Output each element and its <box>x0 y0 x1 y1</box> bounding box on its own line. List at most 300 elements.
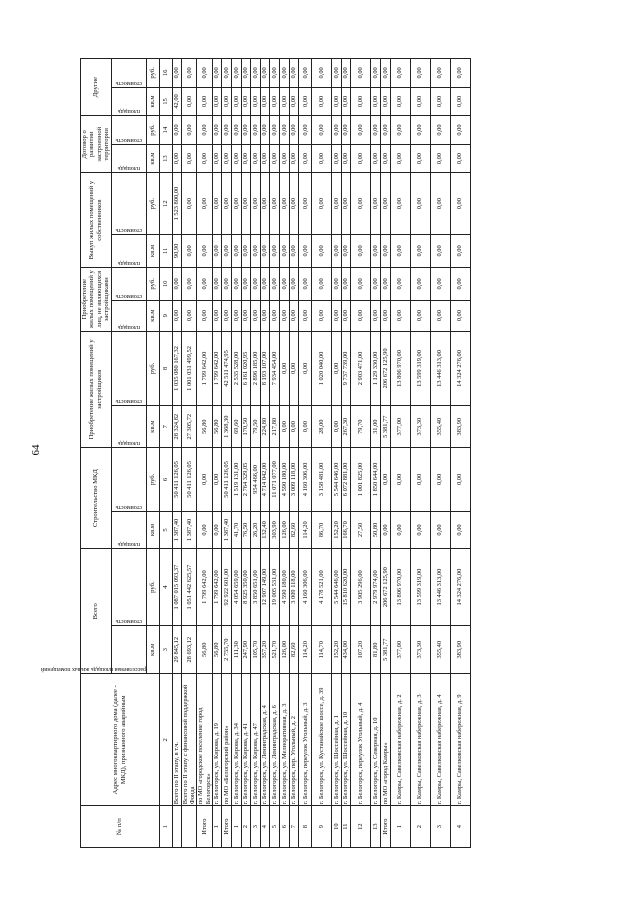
value-cell: 0,00 <box>231 87 241 116</box>
sub-header-cell <box>111 115 146 144</box>
value-cell: 4 054 659,00 <box>231 548 241 625</box>
sub-header-label: стоимость <box>115 503 142 510</box>
value-cell: 1 001 825,00 <box>351 447 371 511</box>
table-row <box>241 58 251 847</box>
value-cell: 13 806 970,00 <box>390 331 410 406</box>
table-row <box>172 58 182 847</box>
value-cell: 0,00 <box>197 511 212 548</box>
unit-cell: руб. <box>146 58 159 87</box>
value-cell: 0,00 <box>299 87 312 116</box>
value-cell: 0,00 <box>430 115 450 144</box>
value-cell: 0,00 <box>231 172 241 234</box>
value-cell: 0,00 <box>251 144 261 173</box>
value-cell: 0,00 <box>410 172 430 234</box>
value-cell: 0,00 <box>279 405 289 447</box>
value-cell: 4 590 180,00 <box>279 548 289 625</box>
value-cell: 0,00 <box>390 511 410 548</box>
value-cell: 107,20 <box>351 625 371 673</box>
value-cell: 0,00 <box>212 234 222 267</box>
value-cell: 0,00 <box>312 144 332 173</box>
sub-header-cell <box>111 58 146 87</box>
value-cell: 383,90 <box>450 625 470 673</box>
value-cell: 0,00 <box>241 144 251 173</box>
value-cell: 0,00 <box>380 447 390 511</box>
sub-header-cell <box>111 300 146 331</box>
table-row <box>380 58 390 847</box>
unit-cell: кв.м <box>146 511 159 548</box>
value-cell: 0,00 <box>241 87 251 116</box>
sub-header-label: площадь <box>117 540 140 547</box>
value-cell: 0,00 <box>332 87 342 116</box>
value-cell: 0,00 <box>279 300 289 331</box>
value-cell: 0,00 <box>299 172 312 234</box>
value-cell: 1 387,40 <box>182 511 197 548</box>
value-cell: 0,00 <box>241 234 251 267</box>
value-cell: 0,00 <box>450 115 470 144</box>
value-cell: 0,00 <box>312 172 332 234</box>
value-cell: 90,90 <box>172 234 182 267</box>
table-row <box>351 58 371 847</box>
value-cell: 0,00 <box>299 115 312 144</box>
value-cell: 0,00 <box>289 58 299 87</box>
value-cell: 41,70 <box>231 511 241 548</box>
table-row <box>197 58 212 847</box>
value-cell: 0,00 <box>312 58 332 87</box>
value-cell: 1 368,30 <box>222 405 232 447</box>
value-cell: 954 466,00 <box>251 447 261 511</box>
value-cell: 0,00 <box>289 115 299 144</box>
sub-header-cell <box>111 405 146 447</box>
table-body <box>172 58 470 847</box>
address-cell: по МО «городское поселение город Белогорск» <box>197 673 212 805</box>
table-row <box>299 58 312 847</box>
value-cell: 0,00 <box>410 58 430 87</box>
value-cell: 114,70 <box>312 625 332 673</box>
unit-cell: руб. <box>146 331 159 406</box>
value-cell: 1 799 642,00 <box>197 331 212 406</box>
value-cell: 0,00 <box>380 511 390 548</box>
value-cell: 0,00 <box>197 172 212 234</box>
value-cell: 0,00 <box>341 267 351 300</box>
value-cell: 1 799 642,00 <box>212 548 222 625</box>
address-cell: по МО «город Камры» <box>380 673 390 805</box>
sub-header-cell <box>111 234 146 267</box>
value-cell: 0,00 <box>279 115 289 144</box>
value-cell: 0,00 <box>312 87 332 116</box>
value-cell: 0,00 <box>410 267 430 300</box>
value-cell: 0,00 <box>430 87 450 116</box>
row-number-cell: 1 <box>231 805 241 847</box>
value-cell: 0,00 <box>430 172 450 234</box>
value-cell: 0,00 <box>197 87 212 116</box>
sub-header-label: стоимость <box>115 79 142 86</box>
value-cell: 8 193 107,00 <box>260 331 270 406</box>
value-cell: 0,00 <box>212 115 222 144</box>
value-cell: 0,00 <box>299 267 312 300</box>
value-cell: 5 544 646,00 <box>332 548 342 625</box>
value-cell: 6 072 881,00 <box>341 447 351 511</box>
index-row <box>159 58 172 847</box>
value-cell: 0,00 <box>380 144 390 173</box>
value-cell: 0,00 <box>212 300 222 331</box>
value-cell: 0,00 <box>380 234 390 267</box>
relocation-table <box>40 58 471 848</box>
value-cell: 0,00 <box>251 234 261 267</box>
unit-cell: кв.м <box>146 234 159 267</box>
value-cell: 3 905 296,00 <box>351 548 371 625</box>
value-cell: 1 519 131,00 <box>231 447 241 511</box>
value-cell: 0,00 <box>410 144 430 173</box>
value-cell: 373,30 <box>410 625 430 673</box>
row-number-cell: 4 <box>450 805 470 847</box>
value-cell: 0,00 <box>371 300 381 331</box>
value-cell: 0,00 <box>212 511 222 548</box>
value-cell: 4 160 306,00 <box>299 447 312 511</box>
value-cell: 0,00 <box>251 115 261 144</box>
value-cell: 0,00 <box>332 58 342 87</box>
column-index-cell: 3 <box>159 625 172 673</box>
value-cell: 0,00 <box>450 172 470 234</box>
column-index-cell: 10 <box>159 267 172 300</box>
value-cell: 0,00 <box>390 300 410 331</box>
value-cell: 170,50 <box>241 405 251 447</box>
value-cell: 383,90 <box>450 405 470 447</box>
value-cell: 0,00 <box>351 172 371 234</box>
value-cell: 0,00 <box>279 172 289 234</box>
value-cell: 0,00 <box>222 144 232 173</box>
value-cell: 31,00 <box>371 405 381 447</box>
sub-header-label: площадь <box>117 107 140 114</box>
sub-header-label: площадь <box>117 323 140 330</box>
sub-header-label: стоимость <box>115 617 142 624</box>
unit-cell: кв.м <box>146 625 159 673</box>
value-cell: 50,80 <box>371 511 381 548</box>
group-other-header: Другие <box>81 58 112 115</box>
value-cell: 0,00 <box>289 144 299 173</box>
value-cell: 14 324 276,00 <box>450 331 470 406</box>
value-cell: 0,00 <box>270 144 280 173</box>
row-number-cell: 11 <box>341 805 351 847</box>
value-cell: 0,00 <box>341 115 351 144</box>
sub-header-cell <box>111 267 146 300</box>
column-index-cell: 8 <box>159 331 172 406</box>
address-cell: г. Белогорск, ул. Ленинградская, д. 4 <box>260 673 270 805</box>
value-cell: 377,00 <box>390 625 410 673</box>
column-index-cell: 2 <box>159 673 172 805</box>
value-cell: 355,40 <box>430 405 450 447</box>
value-cell: 5 381,77 <box>380 625 390 673</box>
row-number-cell: 10 <box>332 805 342 847</box>
value-cell: 76,50 <box>241 511 251 548</box>
value-cell: 0,00 <box>279 144 289 173</box>
sub-header-cell <box>111 144 146 173</box>
value-cell: 0,00 <box>410 300 430 331</box>
value-cell: 0,00 <box>289 267 299 300</box>
value-cell: 0,00 <box>270 87 280 116</box>
value-cell: 267,30 <box>341 405 351 447</box>
value-cell: 1 051 442 625,57 <box>182 548 197 625</box>
value-cell: 0,00 <box>212 447 222 511</box>
value-cell: 5 381,77 <box>380 405 390 447</box>
value-cell: 1 020 040,00 <box>312 331 332 406</box>
value-cell: 1 799 642,00 <box>197 548 212 625</box>
value-cell: 56,80 <box>197 405 212 447</box>
value-cell: 132,40 <box>260 511 270 548</box>
value-cell: 357,20 <box>260 625 270 673</box>
value-cell: 0,00 <box>222 172 232 234</box>
value-cell: 12 907 149,00 <box>260 548 270 625</box>
table-row <box>279 58 289 847</box>
value-cell: 6 161 020,95 <box>241 331 251 406</box>
value-cell: 0,00 <box>341 300 351 331</box>
column-index-cell: 9 <box>159 300 172 331</box>
value-cell: 2 535 528,00 <box>231 331 241 406</box>
value-cell: 0,00 <box>231 234 241 267</box>
value-cell: 0,00 <box>299 300 312 331</box>
value-cell: 0,00 <box>251 87 261 116</box>
value-cell: 0,00 <box>231 144 241 173</box>
column-index-cell: 13 <box>159 144 172 173</box>
col-number-header: № п/п <box>81 805 160 847</box>
column-index-cell: 1 <box>159 805 172 847</box>
value-cell: 0,00 <box>241 172 251 234</box>
col-address-header: Адрес многоквартирного дома (далее - МКД), признанного аварийным <box>81 673 160 805</box>
value-cell: 0,00 <box>251 267 261 300</box>
value-cell: 0,00 <box>289 300 299 331</box>
value-cell: 0,00 <box>260 172 270 234</box>
value-cell: 4 178 521,00 <box>312 548 332 625</box>
table-row <box>270 58 280 847</box>
column-index-cell: 6 <box>159 447 172 511</box>
rotated-table-container <box>40 58 600 848</box>
value-cell: 0,00 <box>450 87 470 116</box>
value-cell: 0,00 <box>430 267 450 300</box>
value-cell: 3 850 651,00 <box>251 548 261 625</box>
value-cell: 56,80 <box>212 405 222 447</box>
address-cell: г. Белогорск, ул. Кирова, д. 47 <box>251 673 261 805</box>
row-number-cell: 8 <box>299 805 312 847</box>
value-cell: 0,00 <box>341 87 351 116</box>
value-cell: 0,00 <box>212 172 222 234</box>
value-cell: 4 590 180,00 <box>279 447 289 511</box>
address-cell: г. Белогорск, ул. Ленинградская, д. 6 <box>270 673 280 805</box>
value-cell: 0,00 <box>222 115 232 144</box>
value-cell: 0,00 <box>222 58 232 87</box>
value-cell: 0,00 <box>299 331 312 406</box>
value-cell: 28 324,82 <box>172 405 182 447</box>
value-cell: 0,00 <box>251 58 261 87</box>
unit-cell: руб. <box>146 447 159 511</box>
table-row <box>231 58 241 847</box>
value-cell: 8 925 350,00 <box>241 548 251 625</box>
table-row <box>341 58 351 847</box>
value-cell: 0,00 <box>341 172 351 234</box>
table-row <box>251 58 261 847</box>
sub-header-label: стоимость <box>115 136 142 143</box>
value-cell: 0,00 <box>299 234 312 267</box>
value-cell: 0,00 <box>231 58 241 87</box>
value-cell: 0,00 <box>182 144 197 173</box>
value-cell: 0,00 <box>270 115 280 144</box>
value-cell: 0,00 <box>430 144 450 173</box>
value-cell: 0,00 <box>351 300 371 331</box>
value-cell: 0,00 <box>332 267 342 300</box>
row-number-cell: 13 <box>371 805 381 847</box>
value-cell: 81,80 <box>371 625 381 673</box>
value-cell: 0,00 <box>289 405 299 447</box>
sub-header-cell <box>40 625 146 673</box>
column-index-cell: 4 <box>159 548 172 625</box>
unit-cell: руб. <box>146 267 159 300</box>
value-cell: 0,00 <box>312 300 332 331</box>
address-cell: г. Белогорск, ул. Мелиоративная, д. 3 <box>279 673 289 805</box>
value-cell: 0,00 <box>289 234 299 267</box>
value-cell: 0,00 <box>279 234 289 267</box>
value-cell: 0,00 <box>172 300 182 331</box>
value-cell: 69,60 <box>231 405 241 447</box>
value-cell: 0,00 <box>430 234 450 267</box>
value-cell: 0,00 <box>197 115 212 144</box>
value-cell: 206 672 125,90 <box>380 548 390 625</box>
value-cell: 1 087 015 093,37 <box>172 548 182 625</box>
address-cell: Всего по II этапу с финансовой поддержкой Фонда <box>182 673 197 805</box>
value-cell: 0,00 <box>182 234 197 267</box>
value-cell: 152,20 <box>332 511 342 548</box>
value-cell: 0,00 <box>241 267 251 300</box>
value-cell: 0,00 <box>430 511 450 548</box>
row-number-cell: 3 <box>251 805 261 847</box>
value-cell: 1 850 644,00 <box>371 447 381 511</box>
address-cell: г. Белогорск, переулок Угольный, д. 4 <box>351 673 371 805</box>
column-index-cell: 16 <box>159 58 172 87</box>
value-cell: 0,00 <box>270 58 280 87</box>
value-cell: 0,00 <box>351 87 371 116</box>
value-cell: 0,00 <box>197 58 212 87</box>
value-cell: 13 599 319,00 <box>410 548 430 625</box>
value-cell: 2 979 974,00 <box>371 548 381 625</box>
value-cell: 0,00 <box>332 172 342 234</box>
unit-cell: кв.м <box>146 87 159 116</box>
value-cell: 0,00 <box>332 144 342 173</box>
address-cell: г. Камры, Савелковская набережная, д. 2 <box>390 673 410 805</box>
table-row <box>212 58 222 847</box>
row-number-cell: Итого <box>380 805 390 847</box>
row-number-cell: Итого <box>197 805 212 847</box>
value-cell: 0,00 <box>212 267 222 300</box>
value-cell: 0,00 <box>371 172 381 234</box>
value-cell: 0,00 <box>312 267 332 300</box>
row-number-cell: 5 <box>270 805 280 847</box>
value-cell: 82,60 <box>289 625 299 673</box>
column-index-cell: 7 <box>159 405 172 447</box>
value-cell: 1 799 642,00 <box>212 331 222 406</box>
value-cell: 0,00 <box>332 300 342 331</box>
value-cell: 0,00 <box>222 267 232 300</box>
table-row <box>260 58 270 847</box>
sub-header-cell <box>111 172 146 234</box>
group-buy-nonbuilders-header: Приобретение жилых помещений у лиц, не являющихся застройщиками <box>81 267 112 331</box>
value-cell: 79,70 <box>351 405 371 447</box>
value-cell: 92 922 601,00 <box>222 548 232 625</box>
address-cell: Всего по II этапу, в т.ч. <box>172 673 182 805</box>
value-cell: 0,00 <box>450 58 470 87</box>
value-cell: 0,00 <box>430 300 450 331</box>
row-number-cell: Итого <box>222 805 232 847</box>
value-cell: 0,00 <box>380 300 390 331</box>
value-cell: 28 693,12 <box>182 625 197 673</box>
value-cell: 19 005 531,00 <box>270 548 280 625</box>
value-cell: 0,00 <box>270 267 280 300</box>
value-cell: 0,00 <box>410 447 430 511</box>
value-cell: 224,80 <box>260 405 270 447</box>
value-cell: 0,00 <box>380 115 390 144</box>
value-cell: 0,00 <box>371 234 381 267</box>
value-cell: 0,00 <box>390 58 410 87</box>
group-contract-header: Договор о развитии застроенной территории <box>81 115 112 172</box>
value-cell: 0,00 <box>212 87 222 116</box>
value-cell: 0,00 <box>450 267 470 300</box>
value-cell: 0,00 <box>371 144 381 173</box>
value-cell: 0,00 <box>410 115 430 144</box>
table-row <box>450 58 470 847</box>
address-cell: г. Камры, Савелковская набережная, д. 4 <box>430 673 450 805</box>
value-cell: 0,00 <box>450 447 470 511</box>
table-row <box>289 58 299 847</box>
value-cell: 9 737 739,00 <box>341 331 351 406</box>
value-cell: 0,00 <box>197 300 212 331</box>
column-index-cell: 14 <box>159 115 172 144</box>
value-cell: 0,00 <box>299 144 312 173</box>
value-cell: 0,00 <box>270 172 280 234</box>
row-number-cell: 2 <box>241 805 251 847</box>
table-row <box>332 58 342 847</box>
value-cell: 0,00 <box>450 144 470 173</box>
value-cell: 0,00 <box>260 144 270 173</box>
value-cell: 0,00 <box>197 267 212 300</box>
group-total-header: Всего <box>81 548 112 673</box>
value-cell: 2 764 329,05 <box>241 447 251 511</box>
row-number-cell: 3 <box>430 805 450 847</box>
unit-cell: кв.м <box>146 144 159 173</box>
value-cell: 0,00 <box>380 172 390 234</box>
value-cell: 0,00 <box>241 300 251 331</box>
value-cell: 0,00 <box>279 58 289 87</box>
address-cell: г. Камры, Савелковская набережная, д. 3 <box>410 673 430 805</box>
value-cell: 0,00 <box>371 267 381 300</box>
value-cell: 0,00 <box>430 447 450 511</box>
value-cell: 0,00 <box>430 58 450 87</box>
value-cell: 0,00 <box>172 267 182 300</box>
row-number-cell: 7 <box>289 805 299 847</box>
value-cell: 11 071 077,00 <box>270 447 280 511</box>
value-cell: 0,00 <box>380 267 390 300</box>
value-cell: 0,00 <box>299 58 312 87</box>
value-cell: 86,70 <box>312 511 332 548</box>
value-cell: 0,00 <box>197 234 212 267</box>
value-cell: 0,00 <box>351 115 371 144</box>
value-cell: 0,00 <box>299 405 312 447</box>
unit-cell: руб. <box>146 548 159 625</box>
value-cell: 0,00 <box>172 144 182 173</box>
table-row <box>410 58 430 847</box>
value-cell: 0,00 <box>222 300 232 331</box>
column-index-cell: 5 <box>159 511 172 548</box>
value-cell: 13 446 313,00 <box>430 548 450 625</box>
group-build-header: Строительство МКД <box>81 447 112 548</box>
value-cell: 42,00 <box>172 87 182 116</box>
value-cell: 14 324 276,00 <box>450 548 470 625</box>
group-buy-header: Приобретение жилых помещений у застройщиков <box>81 331 112 447</box>
